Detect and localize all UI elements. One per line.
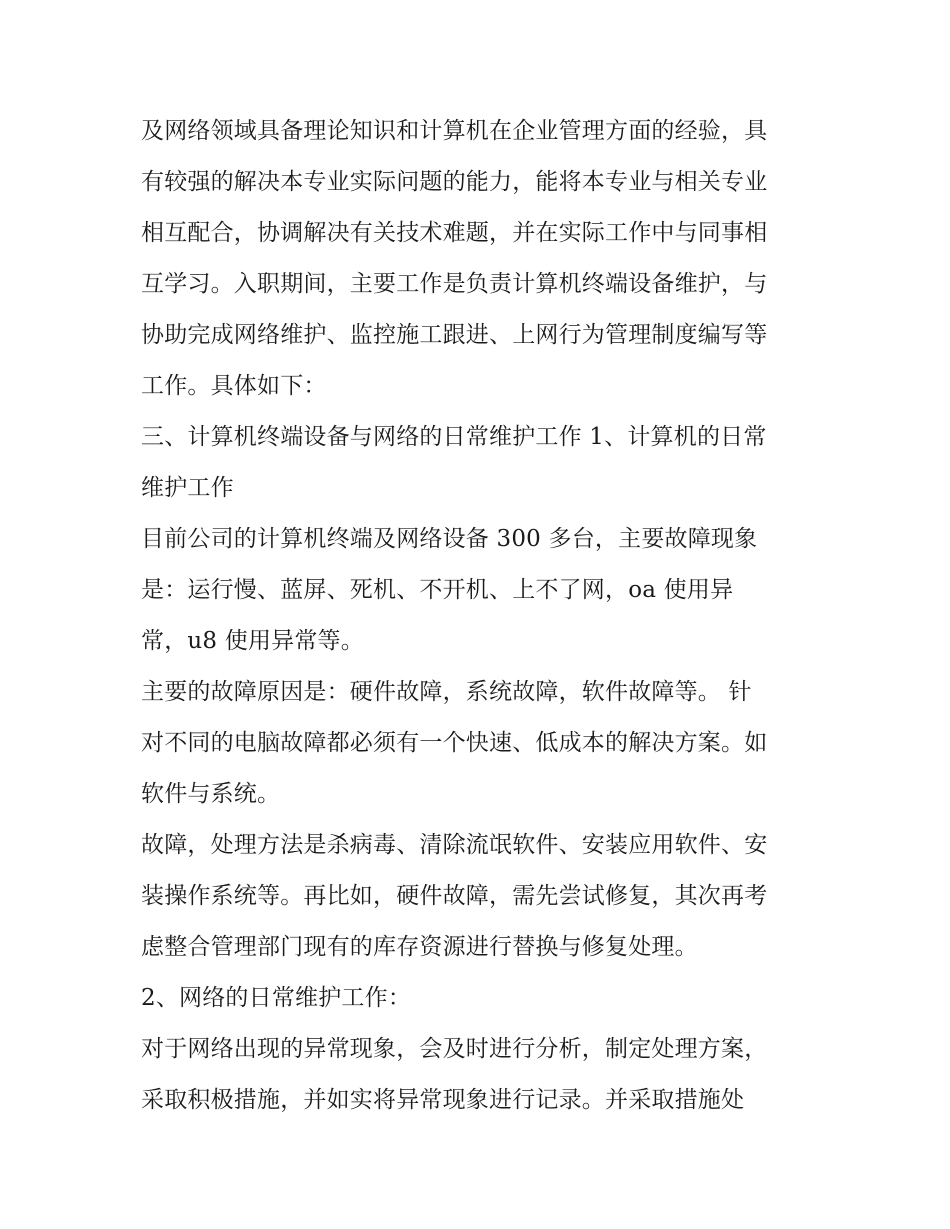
text-line: 协助完成网络维护、监控施工跟进、上网行为管理制度编写等 [141,322,768,348]
text-line: 常，u8 使用异常等。 [141,628,364,654]
text-line: 是：运行慢、蓝屏、死机、不开机、上不了网，oa 使用异 [141,577,734,603]
text-line: 有较强的解决本专业实际问题的能力，能将本专业与相关专业 [141,169,768,195]
text-line: 目前公司的计算机终端及网络设备 300 多台，主要故障现象 [141,526,758,552]
text-line: 软件与系统。 [141,781,281,807]
section-heading: 2、网络的日常维护工作： [141,985,412,1011]
text-line: 相互配合，协调解决有关技术难题，并在实际工作中与同事相 [141,220,768,246]
text-line: 装操作系统等。再比如，硬件故障，需先尝试修复，其次再考 [141,883,768,909]
text-line: 虑整合管理部门现有的库存资源进行替换与修复处理。 [141,934,698,960]
document-body [141,106,821,1126]
text-line: 主要的故障原因是：硬件故障，系统故障，软件故障等。 针 [141,679,752,705]
section-heading: 三、计算机终端设备与网络的日常维护工作 1、计算机的日常 [141,424,767,450]
text-line: 采取积极措施，并如实将异常现象进行记录。并采取措施处 [141,1087,745,1113]
text-line: 工作。具体如下： [141,373,327,399]
text-line: 对不同的电脑故障都必须有一个快速、低成本的解决方案。如 [141,730,768,756]
text-line: 互学习。入职期间，主要工作是负责计算机终端设备维护，与 [141,271,768,297]
section-heading: 维护工作 [141,475,234,501]
text-line: 对于网络出现的异常现象，会及时进行分析，制定处理方案， [141,1036,768,1062]
text-line: 及网络领域具备理论知识和计算机在企业管理方面的经验，具 [141,118,768,144]
text-line: 故障，处理方法是杀病毒、清除流氓软件、安装应用软件、安 [141,832,768,858]
